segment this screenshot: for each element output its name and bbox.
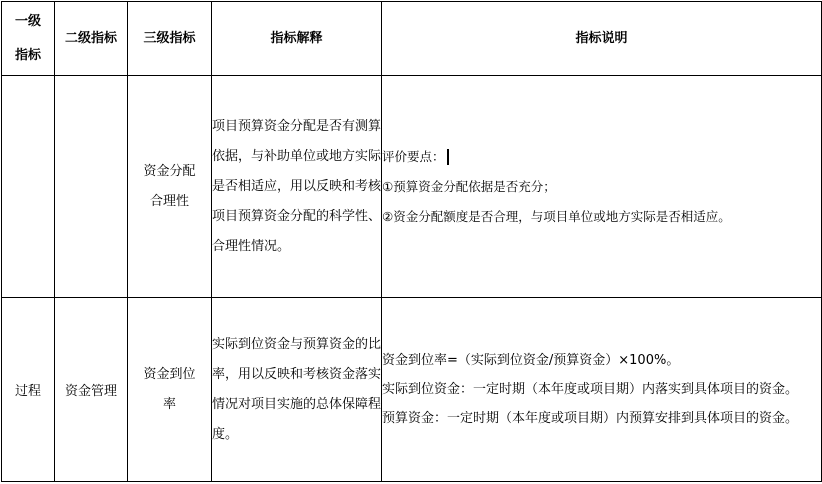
header-level1 bbox=[2, 2, 55, 76]
description-line-text: 评价要点： bbox=[382, 148, 445, 164]
description-line: 资金到位率=（实际到位资金/预算资金）×100%。 bbox=[382, 353, 680, 368]
level3-text: 资金到位率 bbox=[143, 366, 196, 412]
header-row bbox=[2, 2, 822, 76]
table-row bbox=[2, 76, 822, 298]
cell-explanation bbox=[212, 298, 382, 482]
level3-text: 资金分配合理性 bbox=[143, 163, 196, 209]
header-description: 指标说明 bbox=[382, 2, 822, 76]
cell-level2 bbox=[55, 76, 128, 298]
cell-description bbox=[382, 298, 822, 482]
cell-level3 bbox=[128, 76, 212, 298]
explanation-text: 项目预算资金分配是否有测算依据，与补助单位或地方实际是否相适应，用以反映和考核项目预算资金分配的科学性、合理性情况。 bbox=[212, 118, 382, 254]
description-line: ②资金分配额度是否合理，与项目单位或地方实际是否相适应。 bbox=[382, 208, 731, 224]
description-line: 预算资金：一定时期（本年度或项目期）内预算安排到具体项目的资金。 bbox=[382, 411, 799, 426]
explanation-text: 实际到位资金与预算资金的比率，用以反映和考核资金落实情况对项目实施的总体保障程度。 bbox=[212, 336, 382, 442]
table-row bbox=[2, 298, 822, 482]
header-level3: 三级指标 bbox=[128, 2, 212, 76]
cell-level1 bbox=[2, 76, 55, 298]
header-explanation: 指标解释 bbox=[212, 2, 382, 76]
cell-explanation bbox=[212, 76, 382, 298]
indicator-table bbox=[1, 1, 822, 482]
text-cursor bbox=[447, 149, 449, 165]
cell-level2: 资金管理 bbox=[55, 298, 128, 482]
description-line: 实际到位资金：一定时期（本年度或项目期）内落实到具体项目的资金。 bbox=[382, 382, 799, 397]
cell-level1: 过程 bbox=[2, 298, 55, 482]
header-level2: 二级指标 bbox=[55, 2, 128, 76]
header-level1-label: 一级指标 bbox=[14, 13, 41, 63]
description-line bbox=[382, 142, 821, 172]
cell-level3 bbox=[128, 298, 212, 482]
cell-description bbox=[382, 76, 822, 298]
description-line: ①预算资金分配依据是否充分； bbox=[382, 178, 556, 194]
